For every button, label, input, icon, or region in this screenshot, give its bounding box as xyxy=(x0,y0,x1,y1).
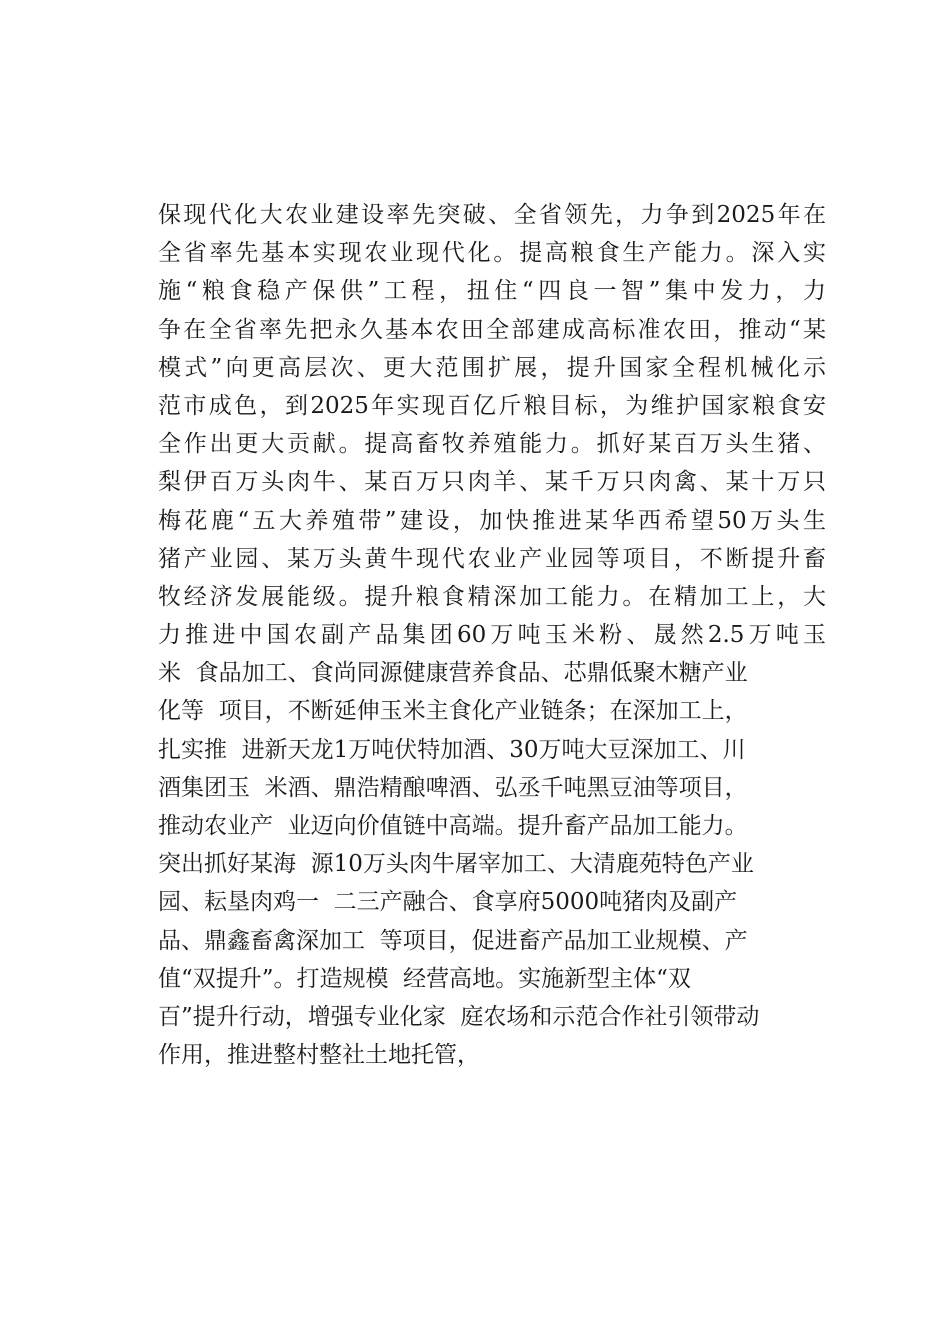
text-line: 梨伊百万头肉牛、某百万只肉羊、某千万只肉禽、某十万只 xyxy=(158,469,826,496)
text-line: 猪产业园、某万头黄牛现代农业产业园等项目，不断提升畜 xyxy=(158,545,826,572)
text-line: 保现代化大农业建设率先突破、全省领先，力争到2025年在 xyxy=(158,202,826,228)
text-line: 牧经济发展能级。提升粮食精深加工能力。在精加工上，大 xyxy=(158,583,826,610)
text-line: 模式”向更高层次、更大范围扩展，提升国家全程机械化示 xyxy=(158,354,826,381)
text-line: 范市成色，到2025年实现百亿斤粮目标，为维护国家粮食安 xyxy=(158,392,826,419)
text-line: 作用，推进整村整社土地托管， xyxy=(158,1042,480,1069)
text-line: 酒集团玉 米酒、鼎浩精酿啤酒、弘丞千吨黑豆油等项目， xyxy=(158,774,748,801)
text-line: 米 食品加工、食尚同源健康营养食品、芯鼎低聚木糖产业 xyxy=(158,660,748,687)
text-line: 值“双提升”。打造规模 经营高地。实施新型主体“双 xyxy=(158,965,691,992)
text-line: 梅花鹿“五大养殖带”建设，加快推进某华西希望50万头生 xyxy=(158,507,826,534)
text-line: 争在全省率先把永久基本农田全部建成高标准农田，推动“某 xyxy=(158,316,826,343)
text-line: 化等 项目，不断延伸玉米主食化产业链条；在深加工上， xyxy=(158,698,748,725)
text-line: 园、耘垦肉鸡一 二三产融合、食享府5000吨猪肉及副产 xyxy=(158,889,738,916)
text-line: 品、鼎鑫畜禽深加工 等项目，促进畜产品加工业规模、产 xyxy=(158,927,748,954)
text-line: 施“粮食稳产保供”工程，扭住“四良一智”集中发力，力 xyxy=(158,278,826,305)
text-line: 扎实推 进新天龙1万吨伏特加酒、30万吨大豆深加工、川 xyxy=(158,736,746,763)
text-line: 全作出更大贡献。提高畜牧养殖能力。抓好某百万头生猪、 xyxy=(158,431,826,458)
body-paragraph xyxy=(158,196,838,1074)
text-line: 百”提升行动，增强专业化家 庭农场和示范合作社引领带动 xyxy=(158,1003,760,1030)
text-line: 推动农业产 业迈向价值链中高端。提升畜产品加工能力。 xyxy=(158,813,748,839)
text-line: 全省率先基本实现农业现代化。提高粮食生产能力。深入实 xyxy=(158,240,826,267)
text-line: 突出抓好某海 源10万头肉牛屠宰加工、大清鹿苑特色产业 xyxy=(158,851,754,878)
text-line: 力推进中国农副产品集团60万吨玉米粉、晟然2.5万吨玉 xyxy=(158,622,826,649)
